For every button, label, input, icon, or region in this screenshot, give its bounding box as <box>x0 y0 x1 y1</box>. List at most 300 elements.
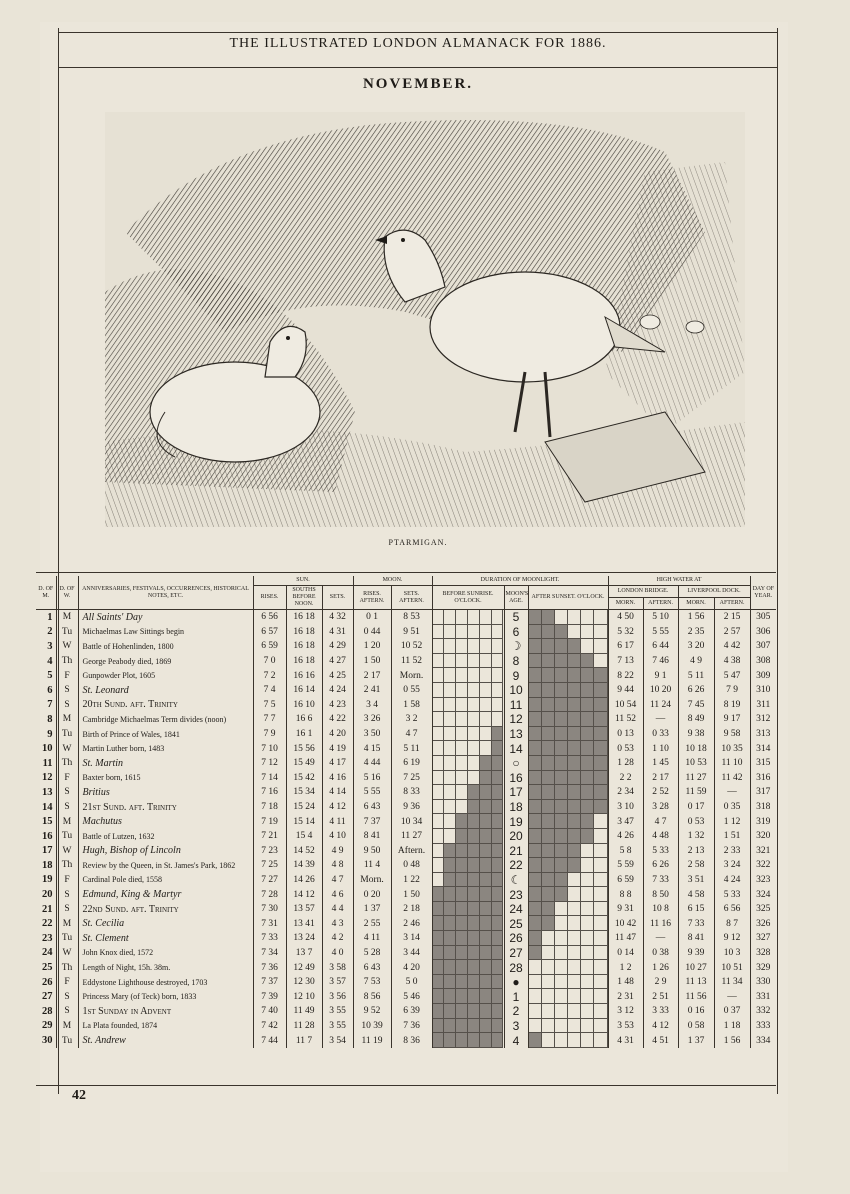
moon-age: ☽ <box>504 639 528 654</box>
liverpool-morn: 0 16 <box>678 1004 714 1019</box>
sun-sets: 3 55 <box>322 1019 353 1034</box>
day-of-month: 1 <box>47 611 53 623</box>
day-of-week: Tu <box>56 931 78 946</box>
london-morn: 3 47 <box>608 814 643 829</box>
moonlight-before-grid <box>432 989 504 1004</box>
table-row <box>36 858 776 873</box>
sun-rises: 7 5 <box>253 698 286 713</box>
table-row <box>36 683 776 698</box>
moonlight-after-grid <box>528 625 608 640</box>
moon-sets: 3 2 <box>391 712 432 727</box>
table-row <box>36 698 776 713</box>
moon-rises: 6 43 <box>353 960 391 975</box>
day-of-week: M <box>56 1019 78 1034</box>
event-note: George Peabody died, 1869 <box>78 654 253 669</box>
moonlight-before-grid <box>432 960 504 975</box>
table-row <box>36 844 776 859</box>
moonlight-after-grid <box>528 771 608 786</box>
moon-sets: 2 46 <box>391 916 432 931</box>
moon-rises: 8 41 <box>353 829 391 844</box>
liverpool-morn: 7 33 <box>678 916 714 931</box>
sun-rises: 7 16 <box>253 785 286 800</box>
london-aftern: 0 33 <box>643 727 678 742</box>
liverpool-aftern: 10 3 <box>714 946 750 961</box>
moonlight-after-grid <box>528 610 608 625</box>
liverpool-aftern: 2 33 <box>714 844 750 859</box>
moon-sets: 9 51 <box>391 625 432 640</box>
london-morn: 0 53 <box>608 741 643 756</box>
moonlight-after-grid <box>528 800 608 815</box>
london-aftern: 5 10 <box>643 610 678 625</box>
london-morn: 9 31 <box>608 902 643 917</box>
moon-age: 8 <box>504 654 528 669</box>
table-row <box>36 975 776 990</box>
sun-sets: 3 56 <box>322 989 353 1004</box>
moon-age: ○ <box>504 756 528 771</box>
day-of-month: 23 <box>42 932 53 944</box>
moonlight-before-grid <box>432 654 504 669</box>
sun-sets: 3 54 <box>322 1033 353 1048</box>
moon-rises: 3 26 <box>353 712 391 727</box>
day-of-week: M <box>56 610 78 625</box>
sun-rises: 6 57 <box>253 625 286 640</box>
table-row <box>36 756 776 771</box>
sun-souths: 15 56 <box>286 741 322 756</box>
event-note: Hugh, Bishop of Lincoln <box>78 844 253 859</box>
moonlight-before-grid <box>432 625 504 640</box>
liverpool-aftern: 8 19 <box>714 698 750 713</box>
london-aftern: 4 51 <box>643 1033 678 1048</box>
day-of-month: 27 <box>42 991 53 1003</box>
moon-sets: 5 0 <box>391 975 432 990</box>
day-of-week: S <box>56 683 78 698</box>
table-row <box>36 785 776 800</box>
moonlight-before-grid <box>432 727 504 742</box>
moonlight-after-grid <box>528 1033 608 1048</box>
event-note: All Saints' Day <box>78 610 253 625</box>
liverpool-aftern: 9 12 <box>714 931 750 946</box>
moon-rises: 1 50 <box>353 654 391 669</box>
moonlight-after-grid <box>528 727 608 742</box>
day-of-week: Tu <box>56 1033 78 1048</box>
col-before-sunrise: BEFORE SUNRISE. O'CLOCK. <box>432 586 504 610</box>
sun-rises: 7 0 <box>253 654 286 669</box>
liverpool-aftern: 2 57 <box>714 625 750 640</box>
sun-souths: 11 49 <box>286 1004 322 1019</box>
sun-souths: 16 6 <box>286 712 322 727</box>
col-moon-sets: SETS. AFTERN. <box>391 586 432 610</box>
moon-rises: 6 43 <box>353 800 391 815</box>
london-morn: 8 8 <box>608 887 643 902</box>
day-of-year: 327 <box>750 931 776 946</box>
event-note: St. Clement <box>78 931 253 946</box>
day-of-month: 25 <box>42 962 53 974</box>
sun-souths: 13 57 <box>286 902 322 917</box>
london-morn: 2 2 <box>608 771 643 786</box>
liverpool-aftern: 1 56 <box>714 1033 750 1048</box>
sun-souths: 15 49 <box>286 756 322 771</box>
event-note: St. Andrew <box>78 1033 253 1048</box>
sun-souths: 16 14 <box>286 683 322 698</box>
sun-rises: 7 9 <box>253 727 286 742</box>
table-row <box>36 887 776 902</box>
moon-age: 21 <box>504 844 528 859</box>
sun-rises: 7 14 <box>253 771 286 786</box>
col-london-bridge: LONDON BRIDGE. <box>608 586 678 598</box>
table-row <box>36 741 776 756</box>
table-row <box>36 960 776 975</box>
moonlight-after-grid <box>528 756 608 771</box>
london-morn: 0 14 <box>608 946 643 961</box>
day-of-week: S <box>56 989 78 1004</box>
day-of-year: 326 <box>750 916 776 931</box>
event-note: Machutus <box>78 814 253 829</box>
day-of-week: Tu <box>56 727 78 742</box>
london-morn: 4 31 <box>608 1033 643 1048</box>
event-note: St. Leonard <box>78 683 253 698</box>
london-morn: 1 2 <box>608 960 643 975</box>
liverpool-morn: 2 58 <box>678 858 714 873</box>
liverpool-aftern: 9 58 <box>714 727 750 742</box>
moonlight-after-grid <box>528 858 608 873</box>
moonlight-before-grid <box>432 814 504 829</box>
moonlight-before-grid <box>432 1019 504 1034</box>
london-aftern: 4 12 <box>643 1019 678 1034</box>
event-note: John Knox died, 1572 <box>78 946 253 961</box>
sun-rises: 7 31 <box>253 916 286 931</box>
liverpool-aftern: 0 35 <box>714 800 750 815</box>
sun-rises: 7 39 <box>253 989 286 1004</box>
day-of-year: 309 <box>750 668 776 683</box>
table-row <box>36 727 776 742</box>
day-of-month: 28 <box>42 1005 53 1017</box>
col-liverpool-dock: LIVERPOOL DOCK. <box>678 586 750 598</box>
day-of-week: S <box>56 902 78 917</box>
liverpool-aftern: 2 15 <box>714 610 750 625</box>
ptarmigan-engraving <box>105 112 745 527</box>
london-morn: 6 17 <box>608 639 643 654</box>
moon-rises: 8 56 <box>353 989 391 1004</box>
table-row <box>36 916 776 931</box>
london-morn: 4 26 <box>608 829 643 844</box>
table-row <box>36 931 776 946</box>
day-of-year: 312 <box>750 712 776 727</box>
day-of-week: Tu <box>56 625 78 640</box>
sun-rises: 7 40 <box>253 1004 286 1019</box>
day-of-week: F <box>56 771 78 786</box>
day-of-week: S <box>56 887 78 902</box>
moon-age: 28 <box>504 960 528 975</box>
moon-rises: 0 44 <box>353 625 391 640</box>
moon-age: 6 <box>504 625 528 640</box>
london-morn: 3 10 <box>608 800 643 815</box>
liverpool-aftern: 10 35 <box>714 741 750 756</box>
moon-age: 26 <box>504 931 528 946</box>
day-of-year: 313 <box>750 727 776 742</box>
moonlight-after-grid <box>528 902 608 917</box>
event-note: La Plata founded, 1874 <box>78 1019 253 1034</box>
day-of-week: F <box>56 975 78 990</box>
liverpool-morn: 7 45 <box>678 698 714 713</box>
sun-sets: 4 0 <box>322 946 353 961</box>
day-of-week: Th <box>56 858 78 873</box>
day-of-year: 308 <box>750 654 776 669</box>
moon-sets: Morn. <box>391 668 432 683</box>
london-aftern: 6 44 <box>643 639 678 654</box>
moon-sets: 1 58 <box>391 698 432 713</box>
london-morn: 3 12 <box>608 1004 643 1019</box>
table-row <box>36 814 776 829</box>
table-row <box>36 771 776 786</box>
sun-sets: 4 7 <box>322 873 353 888</box>
event-note: Edmund, King & Martyr <box>78 887 253 902</box>
day-of-month: 18 <box>42 859 53 871</box>
day-of-week: W <box>56 844 78 859</box>
moonlight-before-grid <box>432 639 504 654</box>
london-aftern: 10 20 <box>643 683 678 698</box>
moonlight-before-grid <box>432 756 504 771</box>
london-morn: 5 59 <box>608 858 643 873</box>
liverpool-morn: 9 38 <box>678 727 714 742</box>
sun-rises: 6 59 <box>253 639 286 654</box>
liverpool-morn: 11 27 <box>678 771 714 786</box>
liverpool-morn: 2 13 <box>678 844 714 859</box>
day-of-week: W <box>56 639 78 654</box>
moon-rises: 10 39 <box>353 1019 391 1034</box>
moon-age: 17 <box>504 785 528 800</box>
day-of-year: 333 <box>750 1019 776 1034</box>
header-rule-bottom <box>58 67 778 68</box>
day-of-month: 2 <box>47 626 53 638</box>
moonlight-after-grid <box>528 683 608 698</box>
table-row <box>36 625 776 640</box>
london-aftern: 3 33 <box>643 1004 678 1019</box>
event-note: Eddystone Lighthouse destroyed, 1703 <box>78 975 253 990</box>
table-row <box>36 800 776 815</box>
london-aftern: 2 52 <box>643 785 678 800</box>
table-row <box>36 610 776 625</box>
day-of-month: 26 <box>42 976 53 988</box>
moonlight-after-grid <box>528 916 608 931</box>
day-of-year: 332 <box>750 1004 776 1019</box>
day-of-week: W <box>56 741 78 756</box>
moon-age: 23 <box>504 887 528 902</box>
liverpool-morn: 4 9 <box>678 654 714 669</box>
sun-souths: 16 18 <box>286 654 322 669</box>
illustration-caption: PTARMIGAN. <box>388 538 448 547</box>
moonlight-after-grid <box>528 844 608 859</box>
london-aftern: 8 50 <box>643 887 678 902</box>
moonlight-after-grid <box>528 712 608 727</box>
moonlight-before-grid <box>432 741 504 756</box>
moonlight-before-grid <box>432 1004 504 1019</box>
moon-age: 5 <box>504 610 528 625</box>
moon-sets: 8 33 <box>391 785 432 800</box>
event-note: 22nd Sund. aft. Trinity <box>78 902 253 917</box>
col-london-morn: MORN. <box>608 598 643 610</box>
liverpool-aftern: 11 42 <box>714 771 750 786</box>
moonlight-before-grid <box>432 931 504 946</box>
moonlight-after-grid <box>528 931 608 946</box>
london-morn: 5 8 <box>608 844 643 859</box>
moon-rises: 2 17 <box>353 668 391 683</box>
day-of-year: 321 <box>750 844 776 859</box>
sun-souths: 12 49 <box>286 960 322 975</box>
london-aftern: 3 28 <box>643 800 678 815</box>
london-aftern: 7 46 <box>643 654 678 669</box>
moon-sets: 11 27 <box>391 829 432 844</box>
sun-rises: 7 28 <box>253 887 286 902</box>
sun-rises: 7 12 <box>253 756 286 771</box>
moon-rises: Morn. <box>353 873 391 888</box>
liverpool-aftern: 11 10 <box>714 756 750 771</box>
day-of-week: Th <box>56 960 78 975</box>
day-of-month: 13 <box>42 786 53 798</box>
sun-rises: 7 36 <box>253 960 286 975</box>
moon-age: 22 <box>504 858 528 873</box>
london-aftern: 2 51 <box>643 989 678 1004</box>
moon-age: ● <box>504 975 528 990</box>
day-of-year: 311 <box>750 698 776 713</box>
london-morn: 4 50 <box>608 610 643 625</box>
moon-rises: 11 19 <box>353 1033 391 1048</box>
event-note: 21st Sund. aft. Trinity <box>78 800 253 815</box>
table-rule-top <box>36 572 776 573</box>
moonlight-after-grid <box>528 989 608 1004</box>
london-aftern: — <box>643 712 678 727</box>
table-rule-bottom <box>36 1085 776 1086</box>
day-of-month: 12 <box>42 772 53 784</box>
london-morn: 11 47 <box>608 931 643 946</box>
sun-sets: 4 10 <box>322 829 353 844</box>
day-of-year: 310 <box>750 683 776 698</box>
liverpool-morn: 0 58 <box>678 1019 714 1034</box>
table-row <box>36 1033 776 1048</box>
london-morn: 1 28 <box>608 756 643 771</box>
moon-sets: 4 20 <box>391 960 432 975</box>
day-of-year: 317 <box>750 785 776 800</box>
moon-age: 25 <box>504 916 528 931</box>
day-of-year: 307 <box>750 639 776 654</box>
liverpool-aftern: 5 33 <box>714 887 750 902</box>
moon-age: 20 <box>504 829 528 844</box>
moonlight-before-grid <box>432 887 504 902</box>
moonlight-before-grid <box>432 610 504 625</box>
day-of-month: 11 <box>42 757 53 769</box>
sun-sets: 3 55 <box>322 1004 353 1019</box>
almanac-table <box>36 576 776 1048</box>
moon-sets: 10 52 <box>391 639 432 654</box>
london-aftern: 0 38 <box>643 946 678 961</box>
sun-rises: 6 56 <box>253 610 286 625</box>
moon-rises: 4 15 <box>353 741 391 756</box>
event-note: Baxter born, 1615 <box>78 771 253 786</box>
moon-age: 2 <box>504 1004 528 1019</box>
moonlight-before-grid <box>432 668 504 683</box>
almanack-title: THE ILLUSTRATED LONDON ALMANACK FOR 1886. <box>229 36 607 51</box>
sun-souths: 16 10 <box>286 698 322 713</box>
event-note: Britius <box>78 785 253 800</box>
moonlight-after-grid <box>528 975 608 990</box>
london-morn: 2 31 <box>608 989 643 1004</box>
moonlight-after-grid <box>528 668 608 683</box>
london-morn: 5 32 <box>608 625 643 640</box>
moonlight-after-grid <box>528 654 608 669</box>
moon-age: 12 <box>504 712 528 727</box>
moon-rises: 4 11 <box>353 931 391 946</box>
london-aftern: 4 7 <box>643 814 678 829</box>
day-of-year: 319 <box>750 814 776 829</box>
moon-rises: 3 4 <box>353 698 391 713</box>
day-of-week: Th <box>56 654 78 669</box>
table-row <box>36 1004 776 1019</box>
london-morn: 11 52 <box>608 712 643 727</box>
moon-rises: 4 44 <box>353 756 391 771</box>
moon-sets: 2 18 <box>391 902 432 917</box>
event-note: Review by the Queen, in St. James's Park, 1862 <box>78 858 253 873</box>
moon-rises: 5 16 <box>353 771 391 786</box>
col-sun-sets: SETS. <box>322 586 353 610</box>
moon-age: 10 <box>504 683 528 698</box>
sun-sets: 4 17 <box>322 756 353 771</box>
day-of-month: 21 <box>42 903 53 915</box>
day-of-month: 4 <box>47 655 53 667</box>
liverpool-morn: 10 53 <box>678 756 714 771</box>
day-of-week: M <box>56 712 78 727</box>
moonlight-before-grid <box>432 698 504 713</box>
day-of-year: 315 <box>750 756 776 771</box>
moon-sets: 0 48 <box>391 858 432 873</box>
moonlight-before-grid <box>432 902 504 917</box>
day-of-month: 15 <box>42 816 53 828</box>
moon-rises: 7 53 <box>353 975 391 990</box>
moon-rises: 2 41 <box>353 683 391 698</box>
sun-sets: 4 6 <box>322 887 353 902</box>
sun-souths: 13 41 <box>286 916 322 931</box>
sun-rises: 7 25 <box>253 858 286 873</box>
london-morn: 10 54 <box>608 698 643 713</box>
event-note: Princess Mary (of Teck) born, 1833 <box>78 989 253 1004</box>
day-of-week: S <box>56 785 78 800</box>
sun-sets: 4 23 <box>322 698 353 713</box>
moon-sets: 0 55 <box>391 683 432 698</box>
moon-age: 24 <box>504 902 528 917</box>
sun-souths: 16 18 <box>286 625 322 640</box>
liverpool-morn: 6 15 <box>678 902 714 917</box>
liverpool-aftern: 5 47 <box>714 668 750 683</box>
event-note: St. Martin <box>78 756 253 771</box>
moon-rises: 11 4 <box>353 858 391 873</box>
moon-rises: 0 20 <box>353 887 391 902</box>
sun-sets: 4 11 <box>322 814 353 829</box>
day-of-year: 330 <box>750 975 776 990</box>
sun-rises: 7 19 <box>253 814 286 829</box>
sun-rises: 7 30 <box>253 902 286 917</box>
sun-rises: 7 34 <box>253 946 286 961</box>
sun-sets: 4 24 <box>322 683 353 698</box>
col-moonlight: DURATION OF MOONLIGHT. <box>432 576 608 586</box>
day-of-year: 305 <box>750 610 776 625</box>
day-of-year: 334 <box>750 1033 776 1048</box>
col-moons-age: MOON'S AGE. <box>504 586 528 610</box>
table-row <box>36 712 776 727</box>
day-of-year: 316 <box>750 771 776 786</box>
moonlight-before-grid <box>432 683 504 698</box>
sun-souths: 13 7 <box>286 946 322 961</box>
day-of-year: 323 <box>750 873 776 888</box>
moon-age: 1 <box>504 989 528 1004</box>
liverpool-morn: 10 18 <box>678 741 714 756</box>
